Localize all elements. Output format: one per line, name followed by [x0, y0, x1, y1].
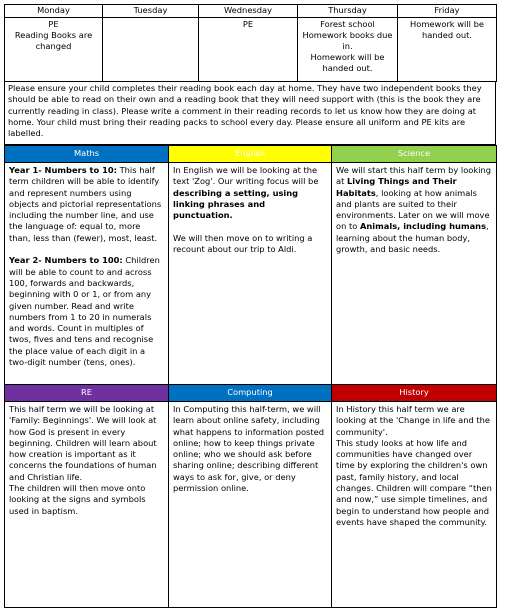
- history-title: History: [399, 387, 429, 397]
- subjects-grid: [4, 145, 497, 608]
- science-text: We will start this half term by looking at: [336, 165, 491, 187]
- weekly-timetable: [4, 4, 497, 82]
- history-paragraph-1: In History this half term we are looking at the 'Change in life and the community'.: [336, 404, 490, 437]
- subject-header-row: [5, 146, 497, 163]
- re-content: [5, 402, 169, 608]
- history-header: [332, 385, 497, 402]
- re-title: RE: [80, 387, 92, 397]
- science-topic-1: Living Things and Their Habitats: [336, 176, 457, 198]
- science-paragraph: [336, 165, 492, 255]
- maths-year1-heading: Year 1- Numbers to 10:: [9, 165, 117, 175]
- reading-notice: Please ensure your child completes their reading book each day at home. They have two independent books they should be able to read on their own and a reading book that they will need support with (this is the book they are currently reading in class). Please write a comment in their reading records to let us know how they are doing at home. Your child must bring their reading packs to school every day. Please ensure all uniform and PE kits are labelled.: [4, 82, 496, 145]
- maths-year1-text: This half term children will be able to identify and represent numbers using objects and pictorial representations including the number line, and use the language of: equal to, more than, less than (fewer), most, least.: [9, 165, 162, 243]
- science-content: [332, 163, 497, 385]
- science-text: , learning about the human body, growth, and basic needs.: [336, 221, 489, 255]
- monday-notes: [5, 18, 103, 82]
- day-wednesday: Wednesday: [199, 5, 298, 18]
- english-paragraph-2: We will then move on to writing a recount about our trip to Aldi.: [173, 232, 313, 255]
- computing-header: [169, 385, 332, 402]
- english-focus: describing a setting, using linking phrases and punctuation.: [173, 187, 299, 221]
- wednesday-note: PE: [242, 19, 254, 29]
- maths-title: Maths: [73, 148, 100, 158]
- english-intro: In English we will be looking at the text 'Zog'. Our writing focus will be: [173, 165, 319, 187]
- science-title: Science: [397, 148, 431, 158]
- english-content: [169, 163, 332, 385]
- computing-paragraph: In Computing this half-term, we will learn about online safety, including what happens to information posted online; how to keep things private online; who we should ask before sharing online; describing different ways to ask for, give, or deny permission online.: [173, 404, 324, 494]
- maths-year2-heading: Year 2- Numbers to 100:: [9, 255, 123, 266]
- subject-content-row: [5, 163, 497, 385]
- computing-title: Computing: [227, 387, 273, 397]
- english-title: English: [235, 148, 265, 158]
- history-paragraph-2: This study looks at how life and communities have changed over time by exploring the children's own past, family history, and local changes. Children will compare “then and now,” use simple timelines, and begin to understand how people and events have shaped the community.: [336, 437, 492, 527]
- history-content: [332, 402, 497, 608]
- thursday-notes: [298, 18, 398, 82]
- science-topic-2: Animals, including humans: [359, 221, 487, 232]
- day-monday: Monday: [5, 5, 103, 18]
- monday-note: Reading Books are changed: [14, 30, 93, 51]
- maths-year2-text: Children will be able to count to and across 100, forwards and backwards, beginning with 0 or 1, or from any given number. Read and write numbers from 1 to 20 in numerals and words. Count in multiples of twos, fives and tens and recognise the place value of each digit in a two-digit number (tens, ones).: [9, 255, 160, 368]
- wednesday-notes: [199, 18, 298, 82]
- tuesday-notes: [103, 18, 199, 82]
- re-paragraph-1: This half term we will be looking at 'Family: Beginnings'. We will look at how God is present in every beginning. Children will learn about how creation is important as it concerns the foundations of human and Christian life.: [9, 404, 157, 482]
- friday-note: Homework will be handed out.: [410, 19, 484, 40]
- re-paragraph-2: The children will then move onto looking at the signs and symbols used in baptism.: [9, 483, 146, 516]
- maths-header: [5, 146, 169, 163]
- day-friday: Friday: [398, 5, 497, 18]
- computing-content: [169, 402, 332, 608]
- science-text: , looking at how animals and plants are suited to their environments. Later on we will move on to: [336, 187, 490, 232]
- thursday-note: Forest school: [320, 19, 375, 29]
- science-header: [332, 146, 497, 163]
- english-paragraph-1: [173, 165, 327, 221]
- thursday-note: Homework will be handed out.: [310, 52, 385, 73]
- weekday-header-row: [5, 5, 497, 18]
- timetable-page: [4, 4, 496, 608]
- english-header: [169, 146, 332, 163]
- maths-year1: [9, 165, 164, 244]
- maths-year2: [9, 255, 164, 368]
- day-tuesday: Tuesday: [103, 5, 199, 18]
- thursday-note: Homework books due in.: [302, 30, 393, 51]
- re-header: [5, 385, 169, 402]
- maths-content: [5, 163, 169, 385]
- subject-content-row: [5, 402, 497, 608]
- friday-notes: [398, 18, 497, 82]
- subject-header-row: [5, 385, 497, 402]
- day-thursday: Thursday: [298, 5, 398, 18]
- monday-note: PE: [48, 19, 59, 29]
- weekday-notes-row: [5, 18, 497, 82]
